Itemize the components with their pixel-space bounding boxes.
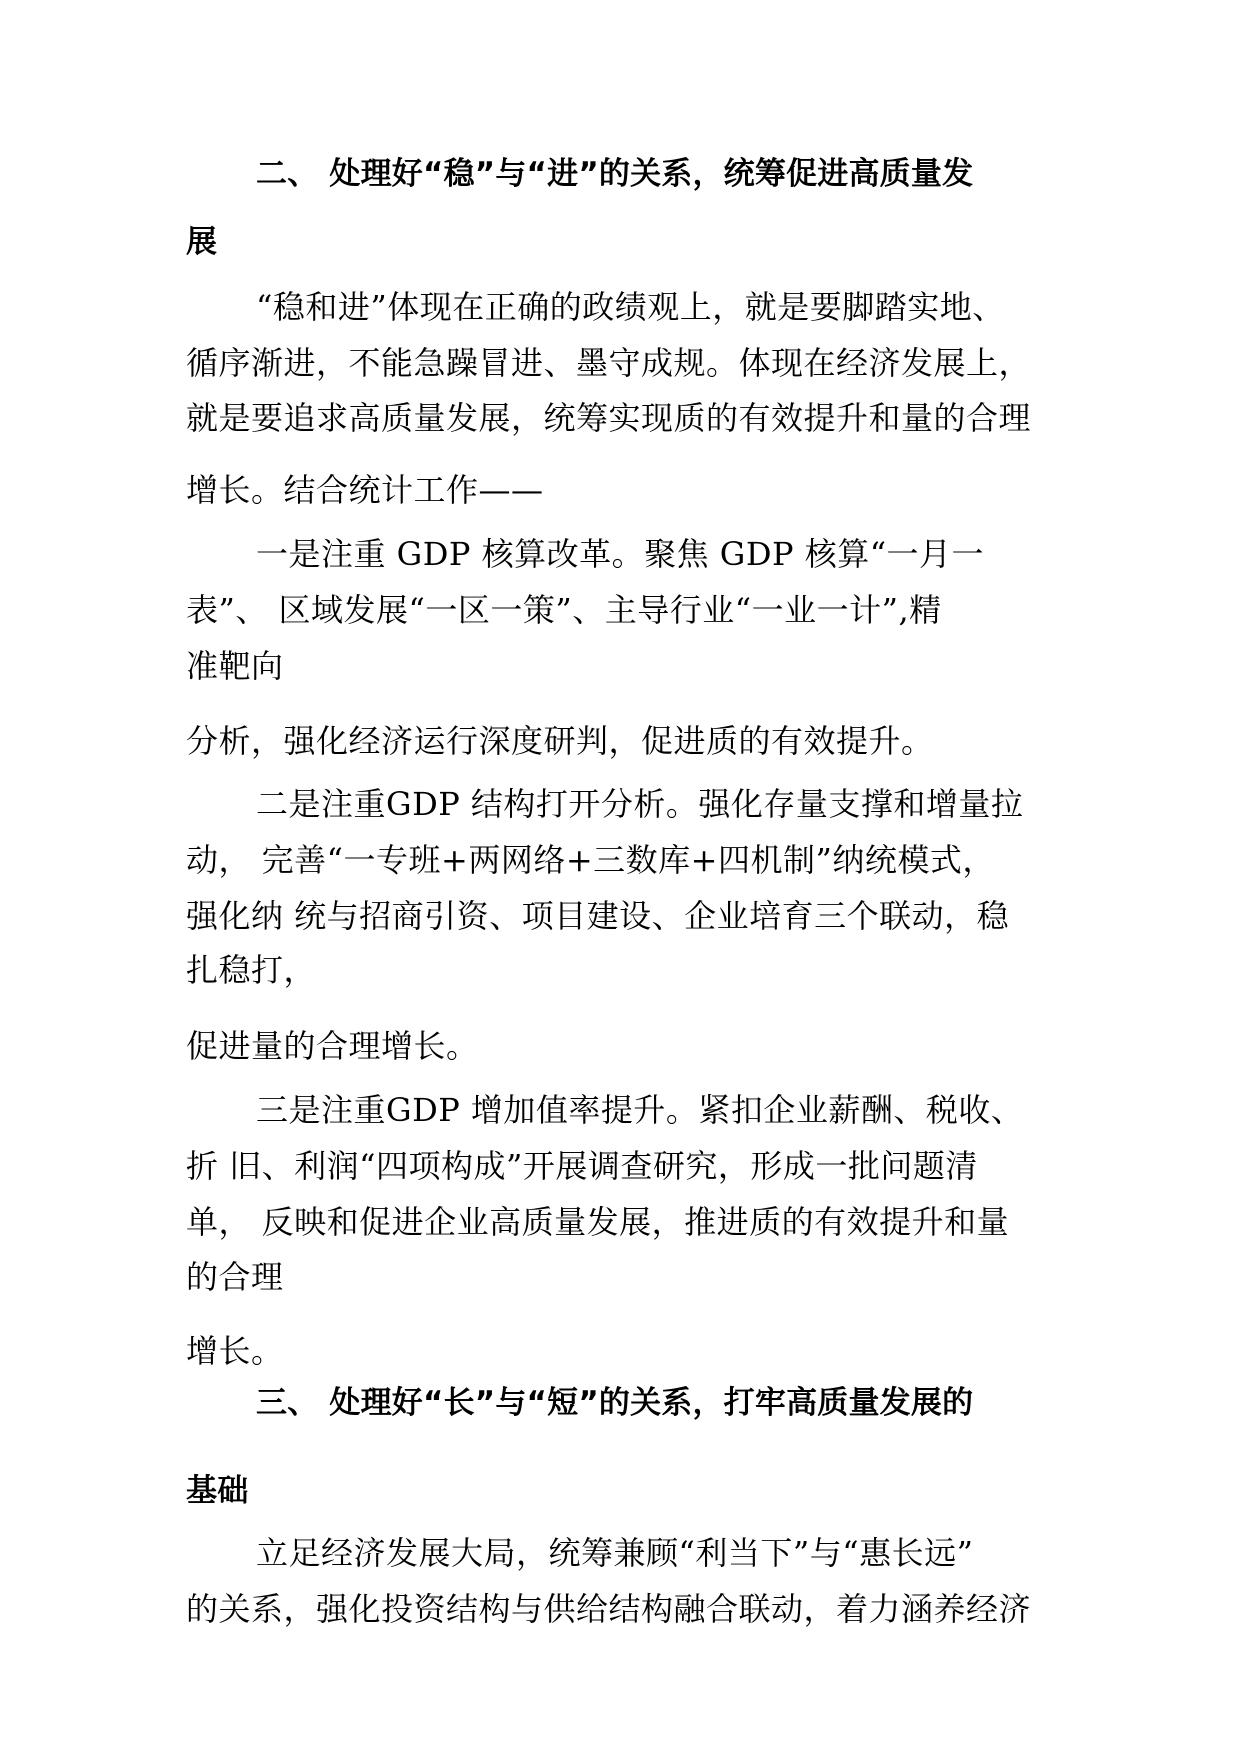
paragraph-line: 分析，强化经济运行深度研判，促进质的有效提升。 bbox=[186, 722, 934, 760]
section-heading: 展 bbox=[186, 224, 218, 260]
paragraph-line: 就是要追求高质量发展，统筹实现质的有效提升和量的合理 bbox=[186, 399, 1032, 437]
paragraph-line: “稳和进”体现在正确的政绩观上，就是要脚踏实地、 bbox=[256, 288, 1005, 326]
paragraph-line: 一是注重 GDP 核算改革。聚焦 GDP 核算“一月一 bbox=[256, 535, 985, 573]
paragraph-line: 立足经济发展大局，统筹兼顾“利当下”与“惠长远” bbox=[256, 1534, 974, 1572]
section-heading: 基础 bbox=[186, 1473, 249, 1509]
paragraph-line: 三是注重GDP 增加值率提升。紧扣企业薪酬、税收、 bbox=[256, 1091, 1024, 1129]
paragraph-line: 的关系，强化投资结构与供给结构融合联动，着力涵养经济 bbox=[186, 1590, 1032, 1628]
paragraph-line: 折 旧、利润“四项构成”开展调查研究，形成一批问题清 bbox=[186, 1147, 978, 1185]
paragraph-line: 循序渐进，不能急躁冒进、墨守成规。体现在经济发展上， bbox=[186, 344, 1032, 382]
section-heading: 二、 处理好“稳”与“进”的关系，统筹促进高质量发 bbox=[256, 156, 974, 192]
paragraph-line: 准靶向 bbox=[186, 647, 284, 685]
paragraph-line: 强化纳 统与招商引资、项目建设、企业培育三个联动，稳 bbox=[186, 897, 1010, 935]
paragraph-line: 增长。 bbox=[186, 1332, 284, 1370]
paragraph-line: 表”、 区域发展“一区一策”、主导行业“一业一计”,精 bbox=[186, 591, 942, 629]
paragraph-line: 的合理 bbox=[186, 1258, 284, 1296]
section-heading: 三、 处理好“长”与“短”的关系，打牢高质量发展的 bbox=[256, 1385, 974, 1421]
paragraph-line: 动， 完善“一专班+两网络+三数库+四机制”纳统模式， bbox=[186, 841, 995, 879]
paragraph-line: 增长。结合统计工作—— bbox=[186, 471, 544, 509]
paragraph-line: 扎稳打， bbox=[186, 951, 317, 989]
paragraph-line: 单， 反映和促进企业高质量发展，推进质的有效提升和量 bbox=[186, 1203, 1010, 1241]
paragraph-line: 二是注重GDP 结构打开分析。强化存量支撑和增量拉 bbox=[256, 785, 1024, 823]
paragraph-line: 促进量的合理增长。 bbox=[186, 1027, 479, 1065]
